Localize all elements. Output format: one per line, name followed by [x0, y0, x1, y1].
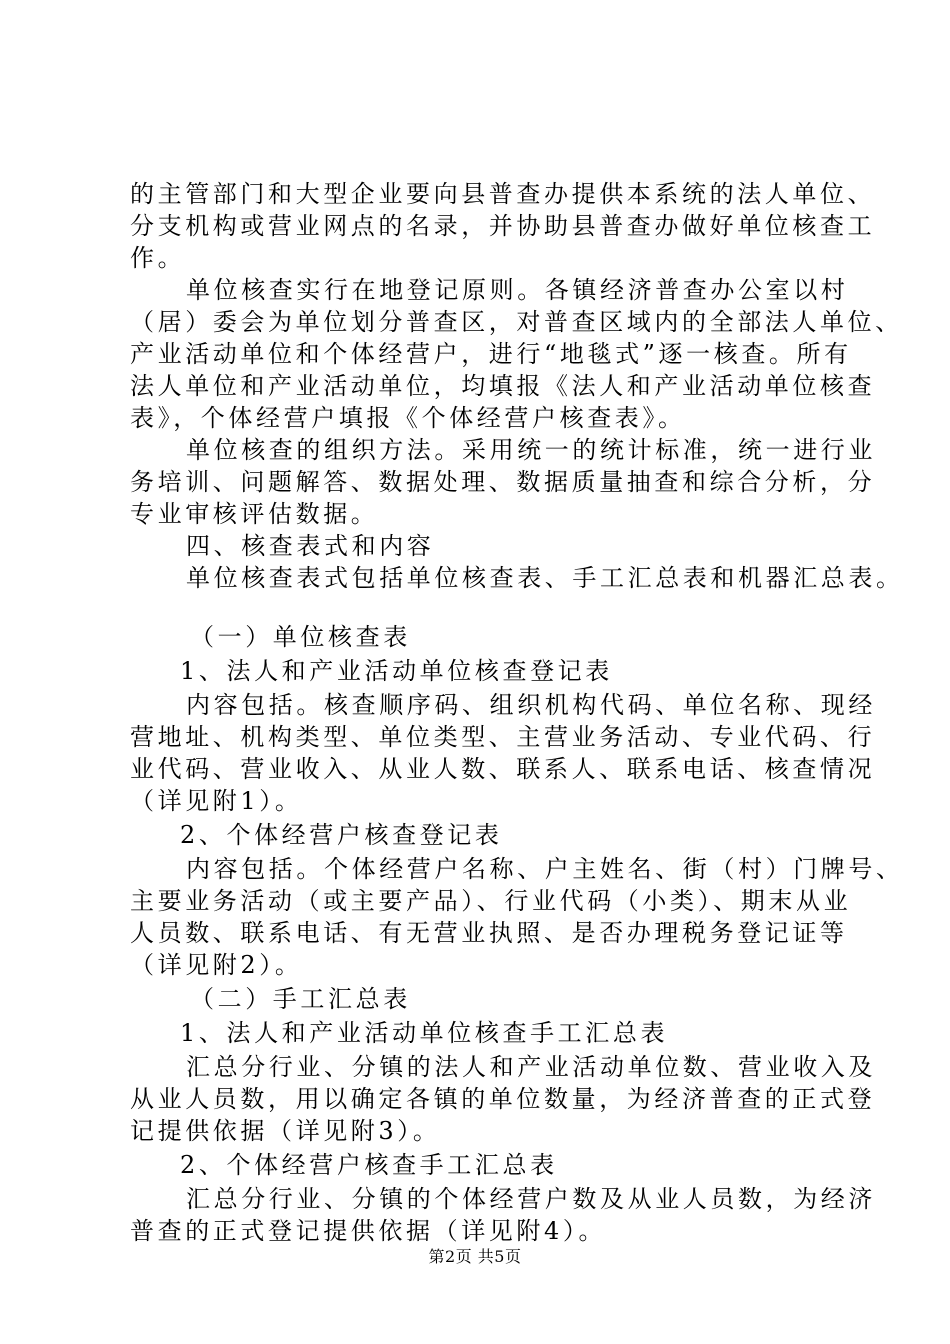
text-line: 业代码、营业收入、从业人数、联系人、联系电话、核查情况 — [130, 755, 876, 783]
text-line: 务培训、问题解答、数据处理、数据质量抽查和综合分析，分 — [130, 468, 876, 496]
text-line: 普查的正式登记提供依据（详见附4）。 — [130, 1217, 607, 1245]
text-line: 营地址、机构类型、单位类型、主营业务活动、专业代码、行 — [130, 723, 876, 751]
text-line: （详见附2）。 — [130, 951, 303, 979]
text-line: 内容包括。核查顺序码、组织机构代码、单位名称、现经 — [186, 691, 876, 719]
text-line: 产业活动单位和个体经营户，进行“地毯式”逐一核查。所有 — [130, 340, 852, 368]
text-line: （详见附1）。 — [130, 787, 303, 815]
text-line: 从业人员数，用以确定各镇的单位数量，为经济普查的正式登 — [130, 1085, 876, 1113]
item-heading: 2、个体经营户核查手工汇总表 — [180, 1151, 558, 1179]
page-footer: 第2页 共5页 — [428, 1247, 522, 1266]
text-line: 法人单位和产业活动单位，均填报《法人和产业活动单位核查 — [130, 372, 876, 400]
item-heading: 1、法人和产业活动单位核查手工汇总表 — [180, 1019, 669, 1047]
text-line: （居）委会为单位划分普查区，对普查区域内的全部法人单位、 — [130, 308, 903, 336]
text-line: 的主管部门和大型企业要向县普查办提供本系统的法人单位、 — [130, 180, 876, 208]
subsection-heading: （一）单位核查表 — [190, 623, 411, 651]
text-line: 汇总分行业、分镇的个体经营户数及从业人员数，为经济 — [186, 1185, 876, 1213]
text-line: 人员数、联系电话、有无营业执照、是否办理税务登记证等 — [130, 919, 848, 947]
text-line: 作。 — [130, 244, 186, 272]
text-line: 内容包括。个体经营户名称、户主姓名、街（村）门牌号、 — [186, 855, 904, 883]
text-line: 分支机构或营业网点的名录，并协助县普查办做好单位核查工 — [130, 212, 876, 240]
text-line: 记提供依据（详见附3）。 — [130, 1117, 441, 1145]
subsection-heading: （二）手工汇总表 — [190, 985, 411, 1013]
text-line: 汇总分行业、分镇的法人和产业活动单位数、营业收入及 — [186, 1053, 876, 1081]
item-heading: 1、法人和产业活动单位核查登记表 — [180, 657, 613, 685]
text-line: 单位核查表式包括单位核查表、手工汇总表和机器汇总表。 — [186, 564, 904, 592]
item-heading: 2、个体经营户核查登记表 — [180, 821, 503, 849]
text-line: 主要业务活动（或主要产品）、行业代码（小类）、期末从业 — [130, 887, 852, 915]
text-line: 表》，个体经营户填报《个体经营户核查表》。 — [130, 404, 686, 432]
text-line: 单位核查的组织方法。采用统一的统计标准，统一进行业 — [186, 436, 876, 464]
section-heading: 四、核查表式和内容 — [186, 532, 435, 560]
text-line: 单位核查实行在地登记原则。各镇经济普查办公室以村 — [186, 276, 849, 304]
text-line: 专业审核评估数据。 — [130, 500, 379, 528]
